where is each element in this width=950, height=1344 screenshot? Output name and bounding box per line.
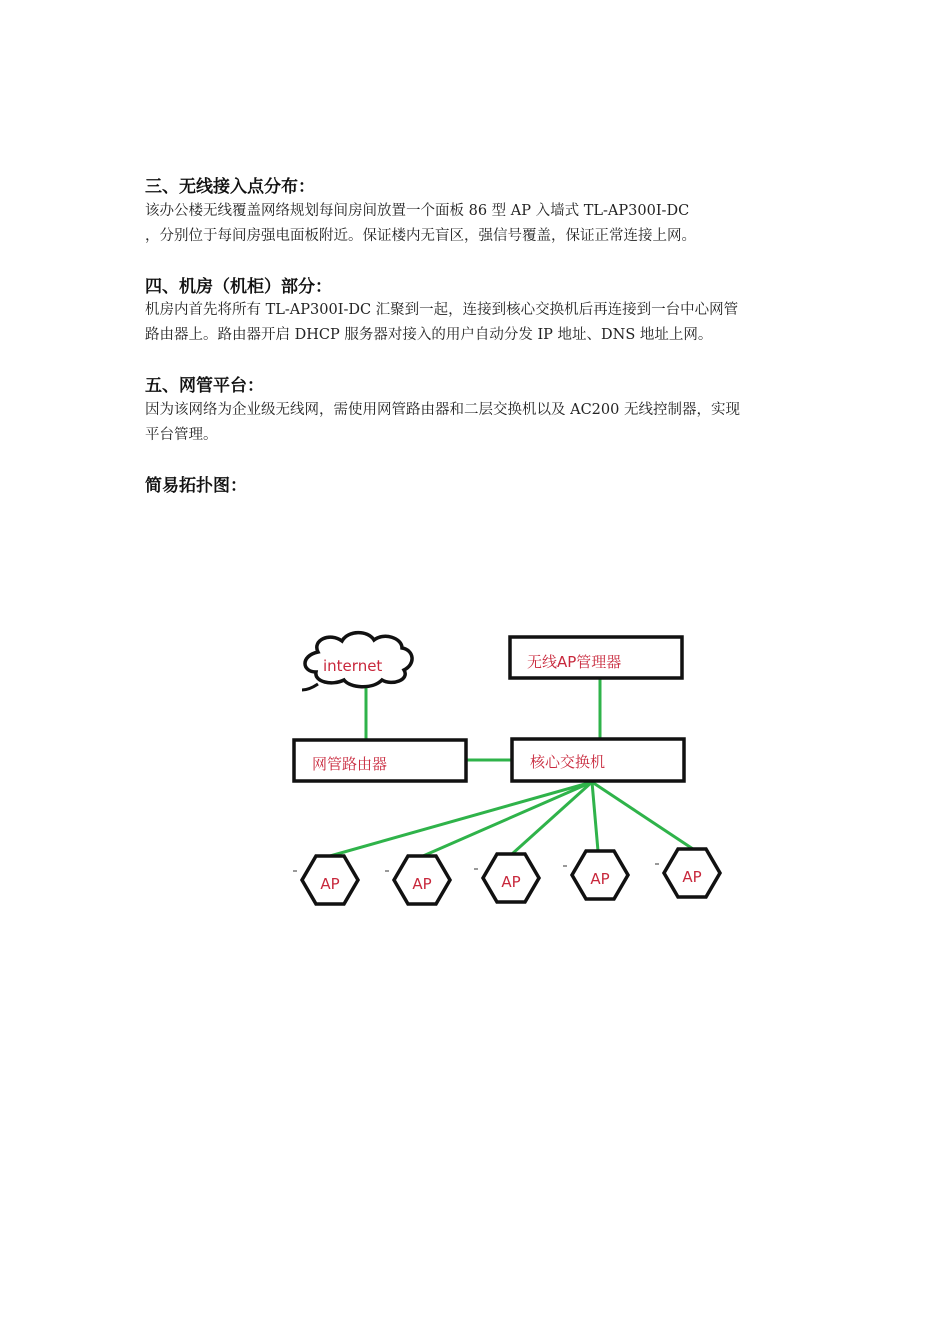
section3-heading: 三、无线接入点分布： (145, 177, 315, 197)
ap-label: AP (682, 868, 702, 886)
router-node (294, 740, 466, 781)
topology-heading: 简易拓扑图： (145, 476, 247, 496)
ap-label: AP (412, 875, 432, 893)
ap-manager-label: 无线AP管理器 (527, 653, 622, 671)
section4-heading: 四、机房（机柜）部分： (145, 277, 332, 297)
ap-node-5 (655, 849, 720, 897)
ap-label: AP (590, 870, 610, 888)
internet-cloud (302, 633, 412, 690)
ap-node-2 (385, 856, 450, 904)
ap-manager-node (510, 637, 682, 678)
ap-node-3 (474, 854, 539, 902)
ap-label: AP (320, 875, 340, 893)
link-switch-ap4 (592, 782, 598, 851)
section4-line-1: 机房内首先将所有 TL-AP300I-DC 汇聚到一起，连接到核心交换机后再连接到一台中心网管 (145, 302, 739, 318)
link-switch-ap2 (423, 782, 592, 856)
section5-line-1: 因为该网络为企业级无线网，需使用网管路由器和二层交换机以及 AC200 无线控制器，实现 (145, 402, 740, 418)
core-switch-node (512, 739, 684, 781)
ap-label: AP (501, 873, 521, 891)
section5-heading: 五、网管平台： (145, 376, 264, 396)
section3-line-2: ，分别位于每间房强电面板附近。保证楼内无盲区，强信号覆盖，保证正常连接上网。 (145, 228, 696, 244)
ap-nodes (293, 849, 720, 904)
router-label: 网管路由器 (312, 755, 388, 773)
ap-node-1 (293, 856, 358, 904)
link-switch-ap5 (592, 782, 693, 849)
section5-line-2: 平台管理。 (145, 427, 218, 443)
internet-label: internet (323, 657, 383, 675)
section3-line-1: 该办公楼无线覆盖网络规划每间房间放置一个面板 86 型 AP 入墙式 TL-AP300I-DC (145, 203, 690, 219)
core-switch-label: 核心交换机 (530, 753, 606, 771)
ap-node-4 (563, 851, 628, 899)
section4-line-2: 路由器上。路由器开启 DHCP 服务器对接入的用户自动分发 IP 地址、DNS 地址上网。 (145, 327, 713, 343)
